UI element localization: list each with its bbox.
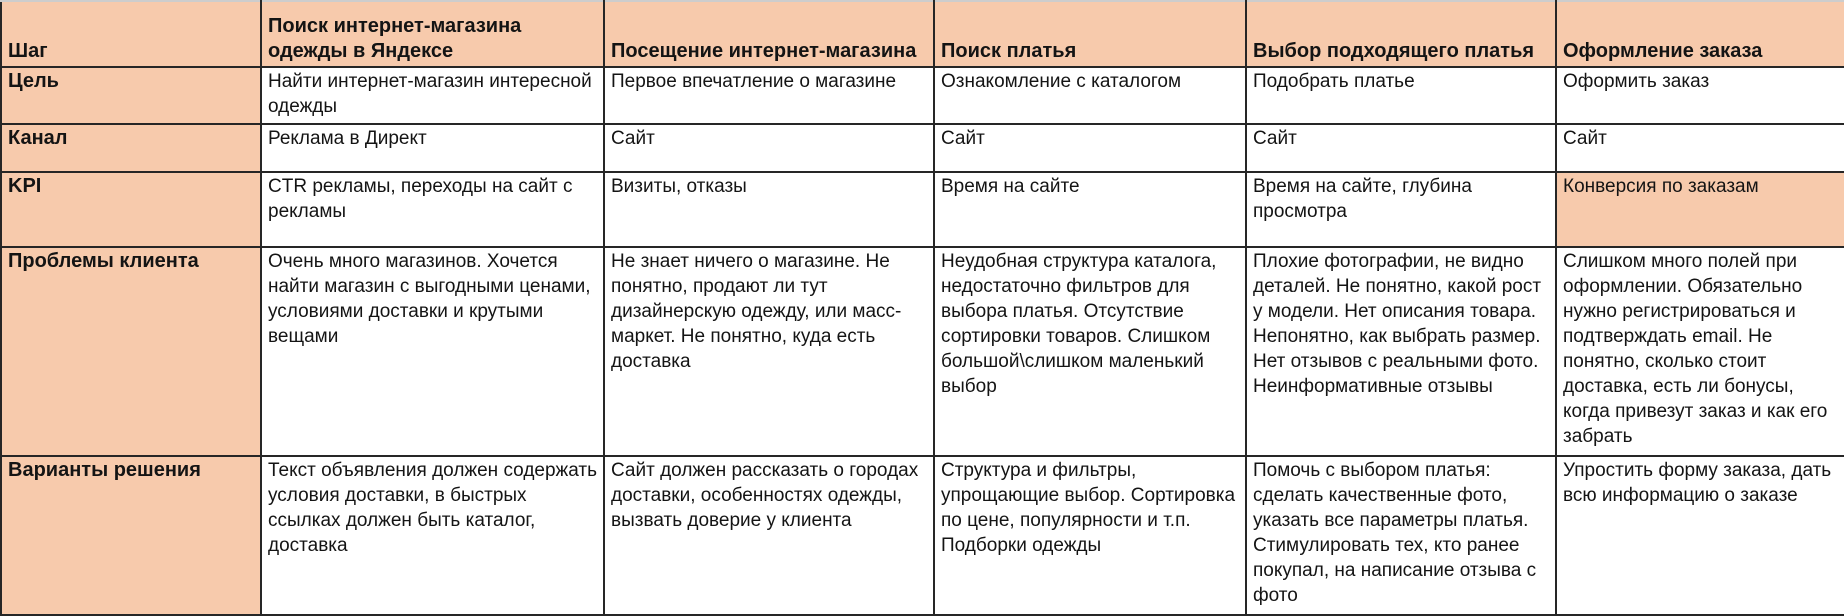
column-header-checkout: Оформление заказа <box>1556 1 1844 67</box>
column-header-search-yandex: Поиск интернет-магазина одежды в Яндексе <box>261 1 604 67</box>
table-cell: Текст объявления должен содержать условия доставки, в быстрых ссылках должен быть каталог, доставка <box>261 456 604 615</box>
table-row-goal <box>1 67 1844 124</box>
table-row-channel <box>1 124 1844 172</box>
header-row <box>1 1 1844 67</box>
table-cell: Сайт должен рассказать о городах доставки, особенностях одежды, вызвать доверие у клиента <box>604 456 934 615</box>
row-label-solutions: Варианты решения <box>1 456 261 615</box>
corner-header-step: Шаг <box>1 1 261 67</box>
column-header-find-dress: Поиск платья <box>934 1 1246 67</box>
table-cell: Оформить заказ <box>1556 67 1844 124</box>
table-cell: Помочь с выбором платья: сделать качественные фото, указать все параметры платья. Стимулировать тех, кто ранее покупал, на написание отзыва с фото <box>1246 456 1556 615</box>
table-cell: Сайт <box>1246 124 1556 172</box>
table-cell: Плохие фотографии, не видно деталей. Не понятно, какой рост у модели. Нет описания товара. Непонятно, как выбрать размер. Нет отзывов с реальными фото. Неинформативные отзывы <box>1246 247 1556 456</box>
table-cell: Найти интернет-магазин интересной одежды <box>261 67 604 124</box>
table-cell: Реклама в Директ <box>261 124 604 172</box>
row-label-goal: Цель <box>1 67 261 124</box>
table-cell-highlighted: Конверсия по заказам <box>1556 172 1844 247</box>
table-cell: Сайт <box>1556 124 1844 172</box>
table-cell: CTR рекламы, переходы на сайт с рекламы <box>261 172 604 247</box>
table-row-solutions <box>1 456 1844 615</box>
column-header-choose-dress: Выбор подходящего платья <box>1246 1 1556 67</box>
table-cell: Упростить форму заказа, дать всю информацию о заказе <box>1556 456 1844 615</box>
table-cell: Подобрать платье <box>1246 67 1556 124</box>
table-cell: Время на сайте <box>934 172 1246 247</box>
table-cell: Сайт <box>934 124 1246 172</box>
table-cell: Сайт <box>604 124 934 172</box>
table-cell: Время на сайте, глубина просмотра <box>1246 172 1556 247</box>
column-header-visit-store: Посещение интернет-магазина <box>604 1 934 67</box>
table-cell: Очень много магазинов. Хочется найти магазин с выгодными ценами, условиями доставки и крутыми вещами <box>261 247 604 456</box>
table-row-kpi <box>1 172 1844 247</box>
row-label-kpi: KPI <box>1 172 261 247</box>
table-cell: Первое впечатление о магазине <box>604 67 934 124</box>
table-cell: Неудобная структура каталога, недостаточно фильтров для выбора платья. Отсутствие сортировки товаров. Слишком большой\слишком маленький выбор <box>934 247 1246 456</box>
table-cell: Слишком много полей при оформлении. Обязательно нужно регистрироваться и подтверждать email. Не понятно, сколько стоит доставка, есть ли бонусы, когда привезут заказ и как его забрать <box>1556 247 1844 456</box>
row-label-problems: Проблемы клиента <box>1 247 261 456</box>
table-cell: Визиты, отказы <box>604 172 934 247</box>
table-cell: Структура и фильтры, упрощающие выбор. Сортировка по цене, популярности и т.п. Подборки одежды <box>934 456 1246 615</box>
table-cell: Ознакомление с каталогом <box>934 67 1246 124</box>
table-cell: Не знает ничего о магазине. Не понятно, продают ли тут дизайнерскую одежду, или масс-маркет. Не понятно, куда есть доставка <box>604 247 934 456</box>
table-row-problems <box>1 247 1844 456</box>
row-label-channel: Канал <box>1 124 261 172</box>
